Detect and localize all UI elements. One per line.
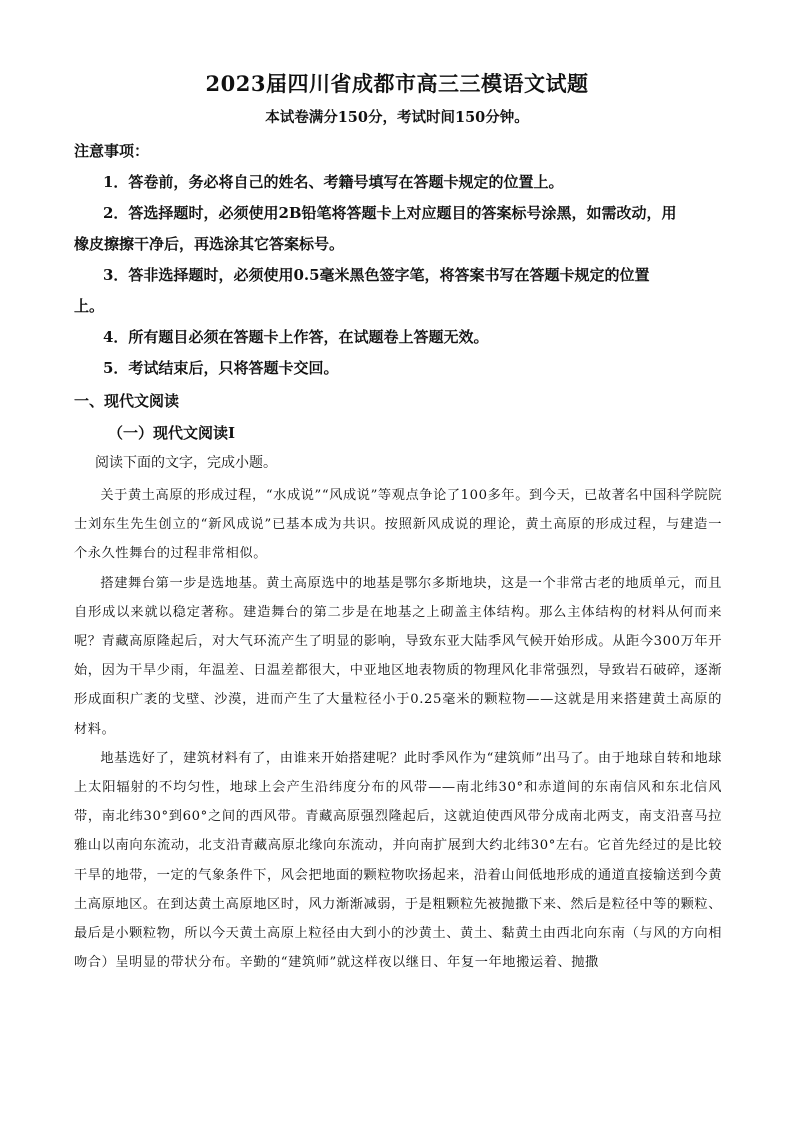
notice-item-3: 3．答非选择题时，必须使用0.5毫米黑色签字笔，将答案书写在答题卡规定的位置 <box>103 266 650 284</box>
passage-paragraph: 搭建舞台第一步是选地基。黄土高原选中的地基是鄂尔多斯地块，这是一个非常古老的地质单元，而且自形成以来就以稳定著称。建造舞台的第二步是在地基之上砌盖主体结构。那么主体结构的材料从何而来呢？青藏高原隆起后，对大气环流产生了明显的影响，导致东亚大陆季风气候开始形成。从距今300万年开始，因为干旱少雨，年温差、日温差都很大，中亚地区地表物质的物理风化非常强烈，导致岩石破碎，逐渐形成面积广袤的戈壁、沙漠，进而产生了大量粒径小于0.25毫米的颗粒物——这就是用来搭建黄土高原的材料。 <box>74 575 723 737</box>
notice-item-1: 1．答卷前，务必将自己的姓名、考籍号填写在答题卡规定的位置上。 <box>103 173 564 191</box>
passage-paragraph: 关于黄土高原的形成过程，“水成说”“风成说”等观点争论了100多年。到今天，已故著名中国科学院院士刘东生先生创立的“新风成说”已基本成为共识。按照新风成说的理论，黄土高原的形成过程，与建造一个永久性舞台的过程非常相似。 <box>74 488 723 562</box>
section-heading: 一、现代文阅读 <box>74 392 180 410</box>
notice-heading: 注意事项： <box>74 142 150 160</box>
passage-paragraph: 地基选好了，建筑材料有了，由谁来开始搭建呢？此时季风作为“建筑师”出马了。由于地球自转和地球上太阳辐射的不均匀性，地球上会产生沿纬度分布的风带——南北纬30°和赤道间的东南信风和东北信风带，南北纬30°到60°之间的西风带。青藏高原强烈隆起后，这就迫使西风带分成南北两支，南支沿喜马拉雅山以南向东流动，北支沿青藏高原北缘向东流动，并向南扩展到大约北纬30°左右。它首先经过的是比较干旱的地带，一定的气象条件下，风会把地面的颗粒物吹扬起来，沿着山间低地形成的通道直接输送到今黄土高原地区。在到达黄土高原地区时，风力渐渐减弱，于是粗颗粒先被抛撒下来、然后是粒径中等的颗粒、最后是小颗粒物，所以今天黄土高原上粒径由大到小的沙黄土、黄土、黏黄土由西北向东南（与风的方向相吻合）呈明显的带状分布。辛勤的“建筑师”就这样夜以继日、年复一年地搬运着、抛撒 <box>74 750 723 971</box>
page-title: 2023届四川省成都市高三三模语文试题 <box>205 71 589 96</box>
exam-info: 本试卷满分150分，考试时间150分钟。 <box>265 109 529 126</box>
subsection-heading: （一）现代文阅读Ⅰ <box>108 424 236 442</box>
notice-item-4: 4．所有题目必须在答题卡上作答，在试题卷上答题无效。 <box>103 328 489 346</box>
reading-instruction: 阅读下面的文字，完成小题。 <box>95 455 277 471</box>
notice-item-5: 5．考试结束后，只将答题卡交回。 <box>103 359 339 377</box>
notice-item-3-cont: 上。 <box>74 297 105 315</box>
reading-passage <box>74 481 722 977</box>
notice-item-2: 2．答选择题时，必须使用2B铅笔将答题卡上对应题目的答案标号涂黑，如需改动，用 <box>103 204 677 222</box>
notice-item-2-cont: 橡皮擦擦干净后，再选涂其它答案标号。 <box>74 235 345 253</box>
